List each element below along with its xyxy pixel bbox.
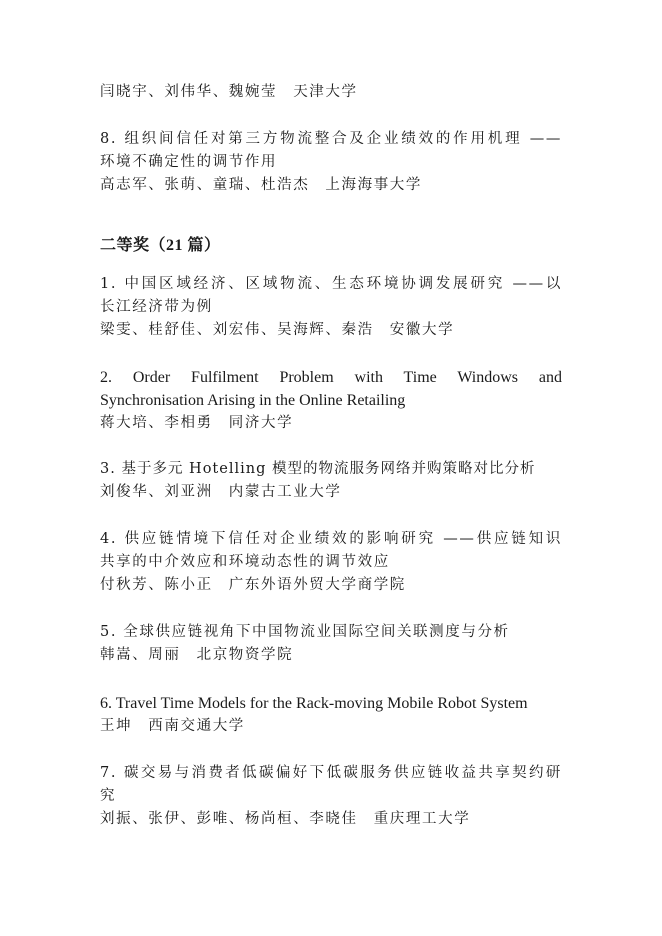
authors: 梁雯、桂舒佳、刘宏伟、吴海辉、秦浩 安徽大学 — [100, 322, 455, 338]
award-item-5 — [100, 621, 562, 667]
award-item-1 — [100, 273, 562, 342]
award-item-6 — [100, 692, 562, 738]
authors: 刘俊华、刘亚洲 内蒙古工业大学 — [100, 484, 342, 500]
item-title-line: 4. 供应链情境下信任对企业绩效的影响研究 ——供应链知识 — [100, 531, 562, 547]
item-title-line: 2. Order Fulfilment Problem with Time Windows and — [100, 369, 562, 386]
item-title-line: Synchronisation Arising in the Online Retailing — [100, 392, 406, 409]
item-title-line: 7. 碳交易与消费者低碳偏好下低碳服务供应链收益共享契约研 — [100, 765, 562, 781]
authors: 付秋芳、陈小正 广东外语外贸大学商学院 — [100, 577, 406, 593]
prev-item — [100, 81, 562, 104]
item-title-line: 长江经济带为例 — [100, 299, 213, 315]
award-item-3 — [100, 458, 562, 504]
authors: 王坤 西南交通大学 — [100, 718, 245, 734]
item-title-line: 环境不确定性的调节作用 — [100, 154, 278, 170]
item-title-line: 3. 基于多元 Hotelling 模型的物流服务网络并购策略对比分析 — [100, 461, 536, 477]
award-item-7 — [100, 762, 562, 831]
section-heading: 二等奖（21 篇） — [100, 237, 221, 254]
award-item-4 — [100, 528, 562, 597]
authors: 刘振、张伊、彭唯、杨尚桓、李晓佳 重庆理工大学 — [100, 811, 471, 827]
award-item-2 — [100, 366, 562, 435]
item-title-line: 1. 中国区域经济、区域物流、生态环境协调发展研究 ——以 — [100, 276, 562, 292]
item-title-line: 6. Travel Time Models for the Rack-moving Mobile Robot System — [100, 695, 528, 712]
authors: 蒋大培、李相勇 同济大学 — [100, 415, 294, 431]
award-item-8 — [100, 128, 562, 197]
authors: 韩嵩、周丽 北京物资学院 — [100, 647, 294, 663]
item-title-line: 8. 组织间信任对第三方物流整合及企业绩效的作用机理 —— — [100, 131, 562, 147]
item-title-line: 究 — [100, 788, 117, 804]
authors: 闫晓宇、刘伟华、魏婉莹 天津大学 — [100, 84, 358, 100]
item-title-line: 5. 全球供应链视角下中国物流业国际空间关联测度与分析 — [100, 624, 510, 640]
authors: 高志军、张萌、童瑞、杜浩杰 上海海事大学 — [100, 177, 422, 193]
item-title-line: 共享的中介效应和环境动态性的调节效应 — [100, 554, 390, 570]
